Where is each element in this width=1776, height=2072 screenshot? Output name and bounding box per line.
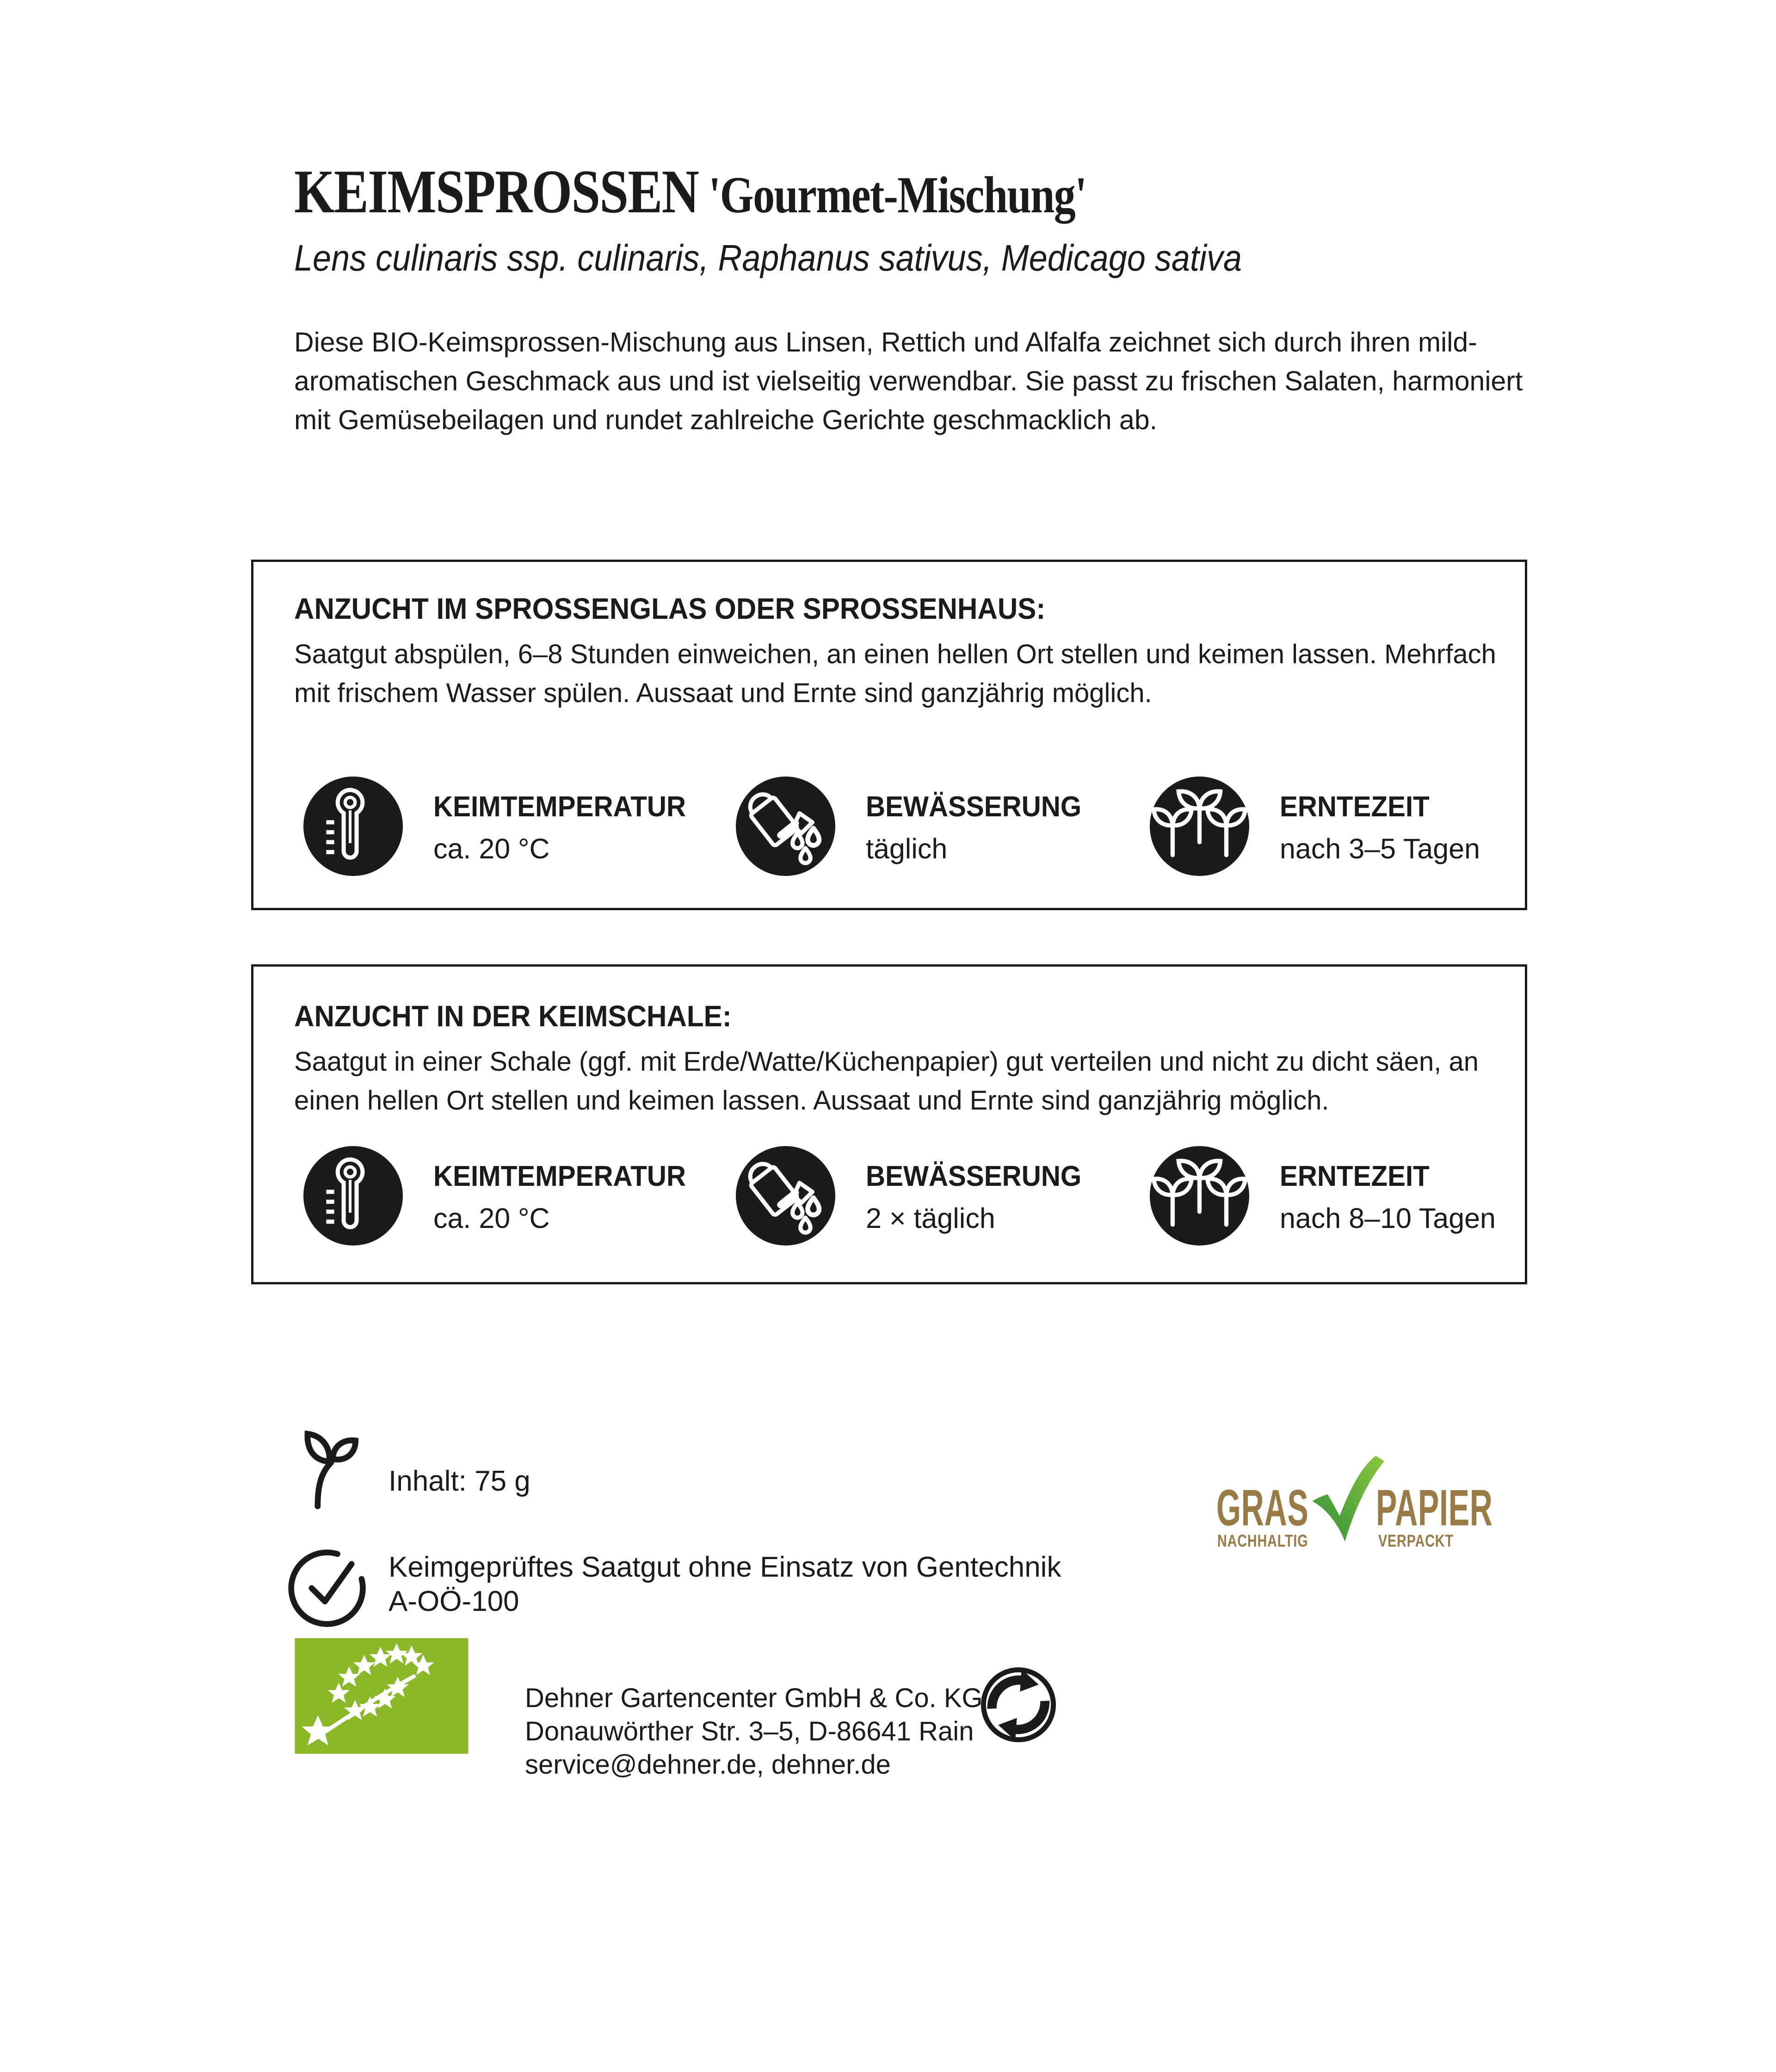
section-body: Saatgut abspülen, 6–8 Stunden einweichen, an einen hellen Ort stellen und keimen lassen. Mehrfach mit frischem Wasser spülen. Aussaat und Ernte sind ganzjährig möglich. (294, 639, 1496, 708)
fact-erntezeit (1150, 1146, 1496, 1246)
variety-name: 'Gourmet-Mischung' (709, 166, 1086, 224)
gras-word: GRAS (1216, 1480, 1309, 1536)
fact-erntezeit (1150, 777, 1480, 876)
fact-bewaesserung (736, 1146, 1095, 1246)
fact-value: täglich (866, 833, 948, 864)
thermometer-icon (303, 777, 403, 876)
check-circle-icon (286, 1543, 369, 1632)
section-heading: ANZUCHT IN DER KEIMSCHALE: (294, 999, 732, 1033)
seed-note-line1: Keimgeprüftes Saatgut ohne Einsatz von Gentechnik (388, 1551, 1061, 1583)
fact-bewaesserung (736, 777, 1095, 876)
fact-label: KEIMTEMPERATUR (433, 791, 686, 823)
watering-can-icon (736, 1146, 835, 1246)
address-line2: Donauwörther Str. 3–5, D-86641 Rain (525, 1716, 974, 1746)
fact-value: nach 8–10 Tagen (1280, 1202, 1496, 1234)
papier-word: PAPIER (1376, 1480, 1493, 1536)
facts-row (294, 1146, 1506, 1246)
product-description: Diese BIO-Keimsprossen-Mischung aus Linsen, Rettich und Alfalfa zeichnet sich durch ihren mild-aromatischen Geschmack aus und ist vielseitig verwendbar. Sie passt zu frischen Salaten, harmoniert mit Gemüsebeilagen und rundet zahlreiche Gerichte geschmacklich ab. (294, 327, 1523, 435)
content-weight: Inhalt: 75 g (388, 1465, 530, 1497)
leaf-icon (278, 1425, 375, 1510)
fact-label: ERNTEZEIT (1280, 791, 1430, 823)
address-line3: service@dehner.de, dehner.de (525, 1750, 891, 1780)
seed-note-line2: A-OÖ-100 (388, 1585, 519, 1617)
fact-keimtemperatur (303, 1146, 702, 1246)
section-keimschale (251, 964, 1527, 1284)
page-title (294, 159, 1237, 225)
sprouts-icon (1150, 1146, 1249, 1246)
fact-text (433, 777, 702, 876)
green-dot-recycling-icon (980, 1664, 1057, 1745)
botanical-names: Lens culinaris ssp. culinaris, Raphanus sativus, Medicago sativa (294, 237, 1242, 278)
nachhaltig-label: NACHHALTIG (1217, 1531, 1308, 1550)
fact-label: ERNTEZEIT (1280, 1160, 1430, 1192)
fact-label: BEWÄSSERUNG (866, 1160, 1082, 1192)
fact-text (433, 1146, 702, 1246)
fact-text (866, 777, 1095, 876)
section-heading: ANZUCHT IM SPROSSENGLAS ODER SPROSSENHAUS: (294, 592, 1046, 625)
fact-value: ca. 20 °C (433, 833, 550, 864)
manufacturer-address (525, 1682, 983, 1782)
facts-row (294, 777, 1506, 876)
fact-value: ca. 20 °C (433, 1202, 550, 1234)
fact-text (1280, 1146, 1496, 1246)
sprouts-icon (1150, 777, 1249, 876)
eu-organic-logo (294, 1638, 469, 1754)
thermometer-icon (303, 1146, 403, 1246)
fact-keimtemperatur (303, 777, 702, 876)
fact-value: 2 × täglich (866, 1202, 995, 1234)
section-body: Saatgut in einer Schale (ggf. mit Erde/Watte/Küchenpapier) gut verteilen und nicht zu dicht säen, an einen hellen Ort stellen und keimen lassen. Aussaat und Ernte sind ganzjährig möglich. (294, 1047, 1479, 1116)
section-sprossenglas (251, 560, 1527, 910)
gras-papier-logo (1216, 1452, 1512, 1552)
verpackt-label: VERPACKT (1378, 1531, 1454, 1550)
fact-label: BEWÄSSERUNG (866, 791, 1082, 823)
watering-can-icon (736, 777, 835, 876)
fact-value: nach 3–5 Tagen (1280, 833, 1480, 864)
fact-label: KEIMTEMPERATUR (433, 1160, 686, 1192)
seed-certification-note (388, 1550, 1061, 1619)
fact-text (1280, 777, 1480, 876)
address-line1: Dehner Gartencenter GmbH & Co. KG (525, 1683, 983, 1713)
fact-text (866, 1146, 1095, 1246)
product-name: KEIMSPROSSEN (294, 157, 699, 226)
